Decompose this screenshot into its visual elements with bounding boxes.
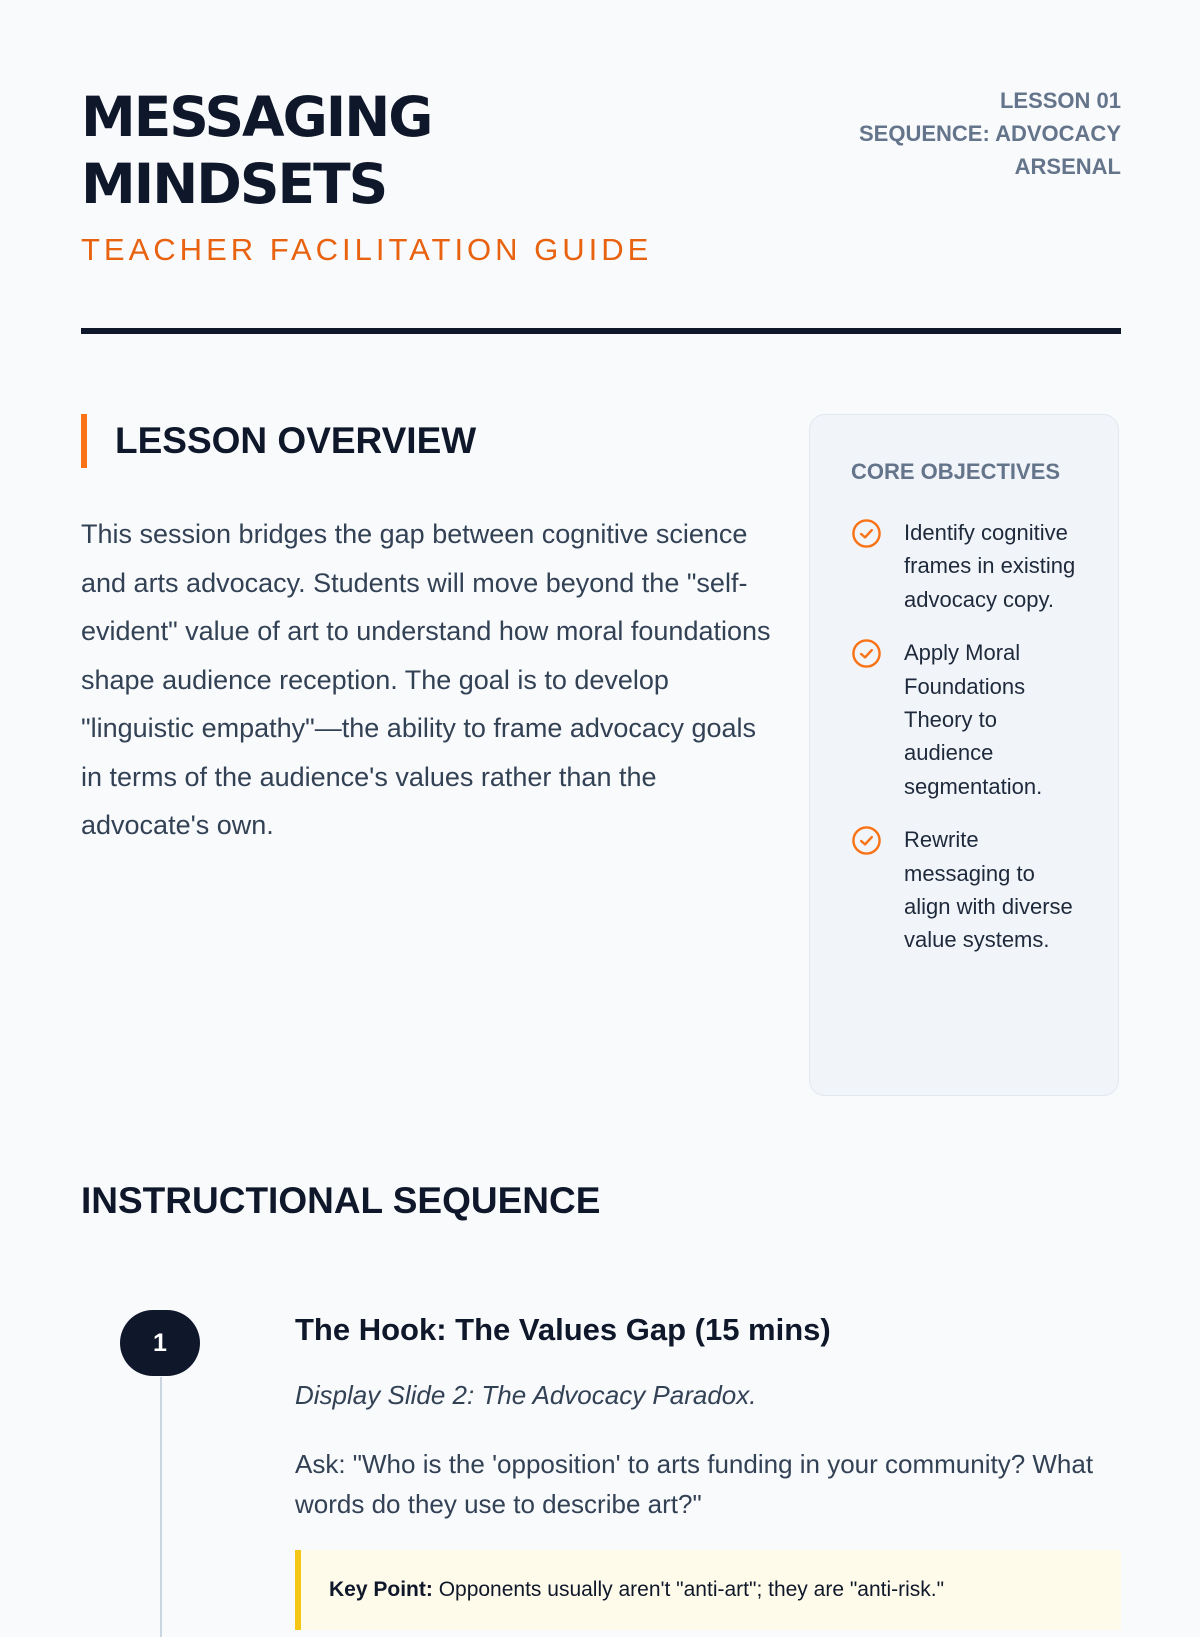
- page-title-line-2: MINDSETS: [81, 152, 387, 216]
- lesson-meta: [859, 84, 1121, 183]
- step-number-badge: 1: [120, 1310, 200, 1376]
- objectives-title: CORE OBJECTIVES: [851, 459, 1061, 484]
- page-title: [81, 84, 431, 218]
- step-title: The Hook: The Values Gap (15 mins): [295, 1312, 831, 1347]
- check-circle-icon: [851, 518, 882, 549]
- page-subtitle: TEACHER FACILITATION GUIDE: [81, 232, 653, 267]
- overview-text: This session bridges the gap between cognitive science and arts advocacy. Students will move beyond the "self-evident" value of art to understand how moral foundations shape audience reception. The goal is to develop "linguistic empathy"—the ability to frame advocacy goals in terms of the audience's values rather than the advocate's own.: [81, 519, 771, 840]
- key-point-callout: [295, 1550, 1121, 1630]
- sequence-name-line-1: SEQUENCE: ADVOCACY: [859, 121, 1121, 146]
- lesson-number: LESSON 01: [999, 88, 1121, 113]
- overview-heading: LESSON OVERVIEW: [81, 414, 476, 468]
- objective-item: [851, 636, 1084, 803]
- sequence-name-line-2: ARSENAL: [1014, 154, 1121, 179]
- key-point-label: Key Point:: [329, 1578, 433, 1601]
- step-slide-note: Display Slide 2: The Advocacy Paradox.: [295, 1380, 757, 1410]
- sequence-heading: INSTRUCTIONAL SEQUENCE: [81, 1180, 601, 1221]
- check-circle-icon: [851, 825, 882, 856]
- objective-text: Apply Moral Foundations Theory to audience segmentation.: [904, 640, 1043, 799]
- objectives-card: [809, 414, 1119, 1096]
- timeline-connector: [160, 1377, 162, 1637]
- objectives-list: [851, 516, 1084, 977]
- guide-header: [81, 84, 1121, 334]
- objective-text: Identify cognitive frames in existing advocacy copy.: [904, 520, 1076, 612]
- check-circle-icon: [851, 638, 882, 669]
- objective-text: Rewrite messaging to align with diverse value systems.: [904, 827, 1073, 953]
- header-divider: [81, 328, 1121, 334]
- page-title-line-1: MESSAGING: [81, 85, 432, 149]
- step-ask-prompt: Ask: "Who is the 'opposition' to arts funding in your community? What words do they use to describe art?": [295, 1449, 1094, 1519]
- key-point-text: Opponents usually aren't "anti-art"; they are "anti-risk.": [438, 1578, 945, 1601]
- objective-item: [851, 823, 1084, 957]
- objective-item: [851, 516, 1084, 616]
